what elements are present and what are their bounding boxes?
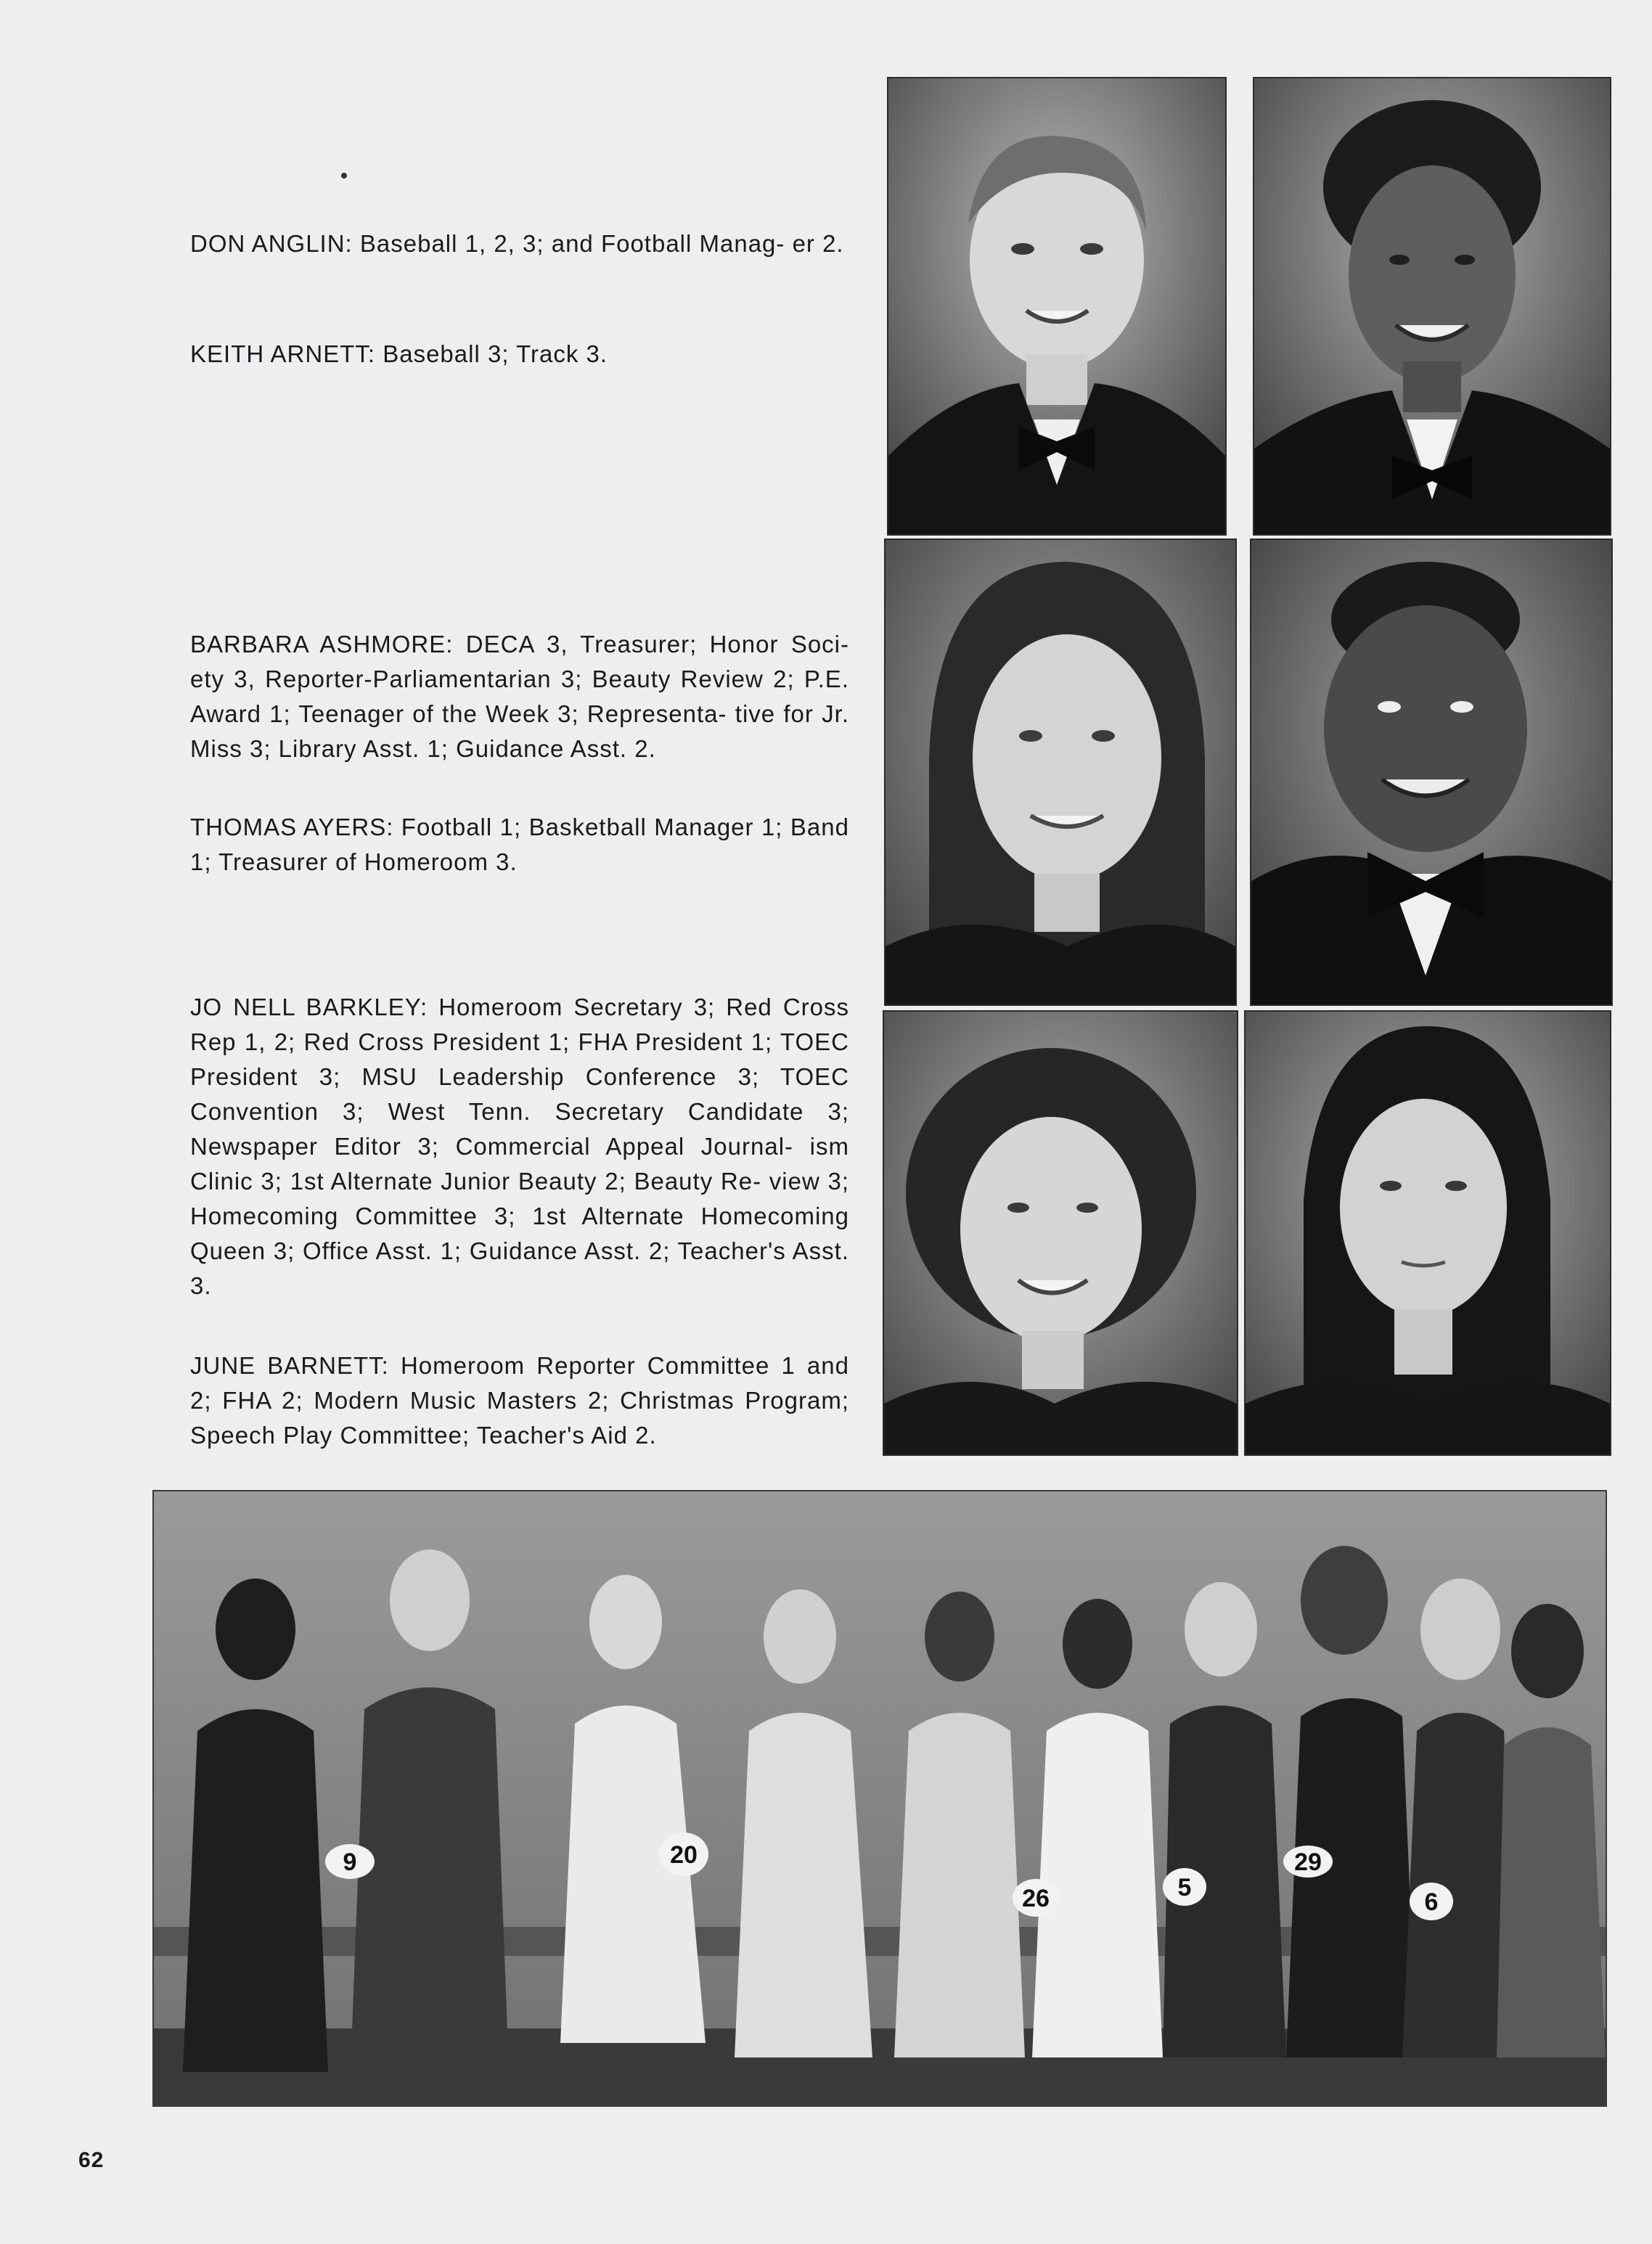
portrait-thomas-ayers bbox=[1250, 539, 1613, 1006]
sash-number: 20 bbox=[670, 1841, 698, 1869]
speck bbox=[341, 173, 347, 179]
sash-number: 29 bbox=[1294, 1848, 1322, 1876]
bio-keith-arnett bbox=[190, 337, 849, 372]
portrait-june-barnett bbox=[1244, 1010, 1611, 1456]
portrait-barbara-ashmore bbox=[884, 539, 1237, 1006]
page-number: 62 bbox=[78, 2148, 105, 2172]
bio-text: Homeroom Secretary 3; Red Cross Rep 1, 2; Red Cross President 1; FHA President 1; TOEC President 3; MSU Leadership Conference 3; TOEC Convention 3; West Tenn. Secretary Candidate 3; Newspaper Editor 3; Commercial Appeal Journal- ism Clinic 3; 1st Alternate Junior Beauty 2; Beauty Re- view 3; Homecoming Committee 3; 1st Alternate Homecoming Queen 3; Office Asst. 1; Guidance Asst. 2; Teacher's Asst. 3. bbox=[190, 994, 849, 1299]
bio-name: KEITH ARNETT: bbox=[190, 340, 376, 367]
bio-text: Homeroom Reporter Committee 1 and 2; FHA 2; Modern Music Masters 2; Christmas Program; Speech Play Committee; Teacher's Aid 2. bbox=[190, 1352, 849, 1449]
group-photo-beauty-review bbox=[152, 1490, 1607, 2107]
bio-name: THOMAS AYERS: bbox=[190, 814, 394, 840]
bio-name: JO NELL BARKLEY: bbox=[190, 994, 428, 1020]
sash-number: 5 bbox=[1177, 1874, 1192, 1901]
bio-don-anglin bbox=[190, 226, 849, 261]
group-photo-drawing bbox=[154, 1491, 1606, 2105]
bio-text: DECA 3, Treasurer; Honor Soci- ety 3, Reporter-Parliamentarian 3; Beauty Review 2; P.E. Award 1; Teenager of the Week 3; Representa- tive for Jr. Miss 3; Library Asst. 1; Guidance Asst. 2. bbox=[190, 631, 850, 762]
sash-number: 9 bbox=[343, 1848, 357, 1876]
sash-number: 6 bbox=[1424, 1888, 1439, 1916]
bio-text: Football 1; Basketball Manager 1; Band 1; Treasurer of Homeroom 3. bbox=[190, 814, 849, 875]
bio-thomas-ayers bbox=[190, 810, 849, 880]
portrait-jo-nell-barkley bbox=[883, 1010, 1238, 1456]
bio-june-barnett bbox=[190, 1348, 849, 1453]
sash-number: 26 bbox=[1022, 1885, 1050, 1912]
bio-barbara-ashmore bbox=[190, 627, 849, 766]
bio-name: JUNE BARNETT: bbox=[190, 1352, 389, 1379]
bio-jo-nell-barkley bbox=[190, 990, 849, 1303]
bio-name: BARBARA ASHMORE: bbox=[190, 631, 454, 658]
bio-name: DON ANGLIN: bbox=[190, 230, 353, 257]
bio-text: Baseball 1, 2, 3; and Football Manag- er 2. bbox=[352, 230, 844, 257]
bio-text: Baseball 3; Track 3. bbox=[375, 340, 608, 367]
portrait-keith-arnett bbox=[1253, 77, 1611, 536]
portrait-don-anglin bbox=[887, 77, 1227, 536]
